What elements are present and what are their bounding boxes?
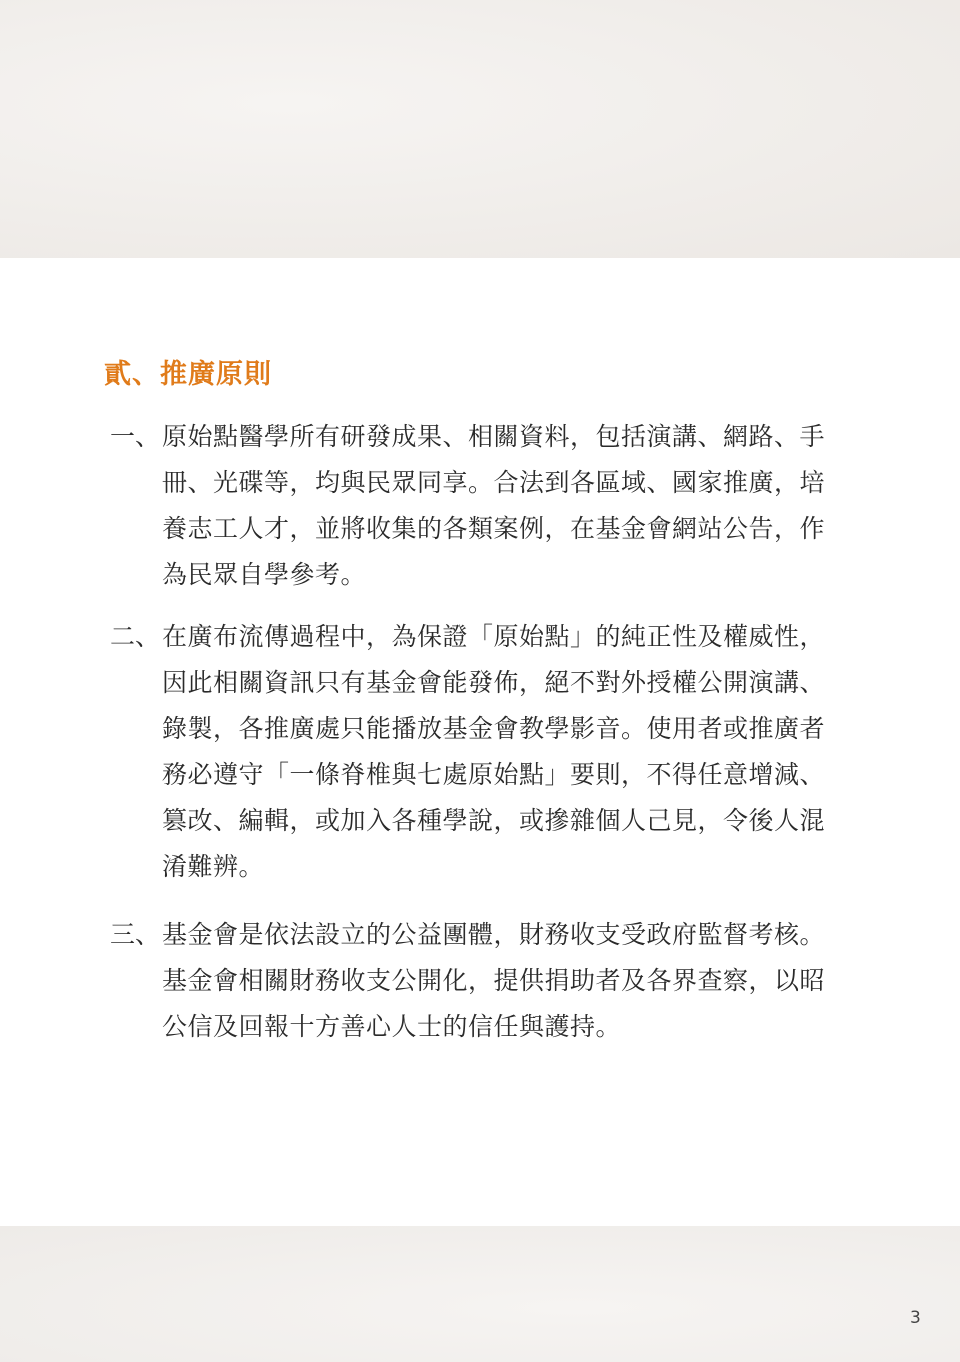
item-line: 基金會是依法設立的公益團體，財務收支受政府監督考核。: [162, 920, 826, 949]
item-line: 原始點醫學所有研發成果、相關資料，包括演講、網路、手: [162, 422, 826, 451]
top-paper-band: [0, 0, 960, 258]
item-number: 三、: [110, 920, 161, 949]
item-line: 冊、光碟等，均與民眾同享。合法到各區域、國家推廣，培: [162, 468, 826, 497]
item-line: 為民眾自學參考。: [162, 560, 367, 589]
bottom-paper-band: [0, 1226, 960, 1362]
item-line: 因此相關資訊只有基金會能發佈，絕不對外授權公開演講、: [162, 668, 826, 697]
item-number: 二、: [110, 622, 161, 651]
item-line: 基金會相關財務收支公開化，提供捐助者及各界查察，以昭: [162, 966, 826, 995]
item-number: 一、: [110, 422, 161, 451]
item-line: 務必遵守「一條脊椎與七處原始點」要則，不得任意增減、: [162, 760, 826, 789]
item-line: 在廣布流傳過程中，為保證「原始點」的純正性及權威性，: [162, 622, 826, 651]
principle-item-3: [110, 912, 870, 1050]
principle-item-2: [110, 614, 870, 890]
section-heading: 貳、推廣原則: [104, 359, 272, 390]
item-line: 養志工人才，並將收集的各類案例，在基金會網站公告，作: [162, 514, 826, 543]
item-line: 錄製，各推廣處只能播放基金會教學影音。使用者或推廣者: [162, 714, 826, 743]
principle-item-1: [110, 414, 870, 598]
item-line: 淆難辨。: [162, 852, 265, 881]
item-line: 篡改、編輯，或加入各種學說，或摻雜個人己見，令後人混: [162, 806, 826, 835]
item-line: 公信及回報十方善心人士的信任與護持。: [162, 1012, 622, 1041]
page-number: 3: [910, 1308, 921, 1328]
